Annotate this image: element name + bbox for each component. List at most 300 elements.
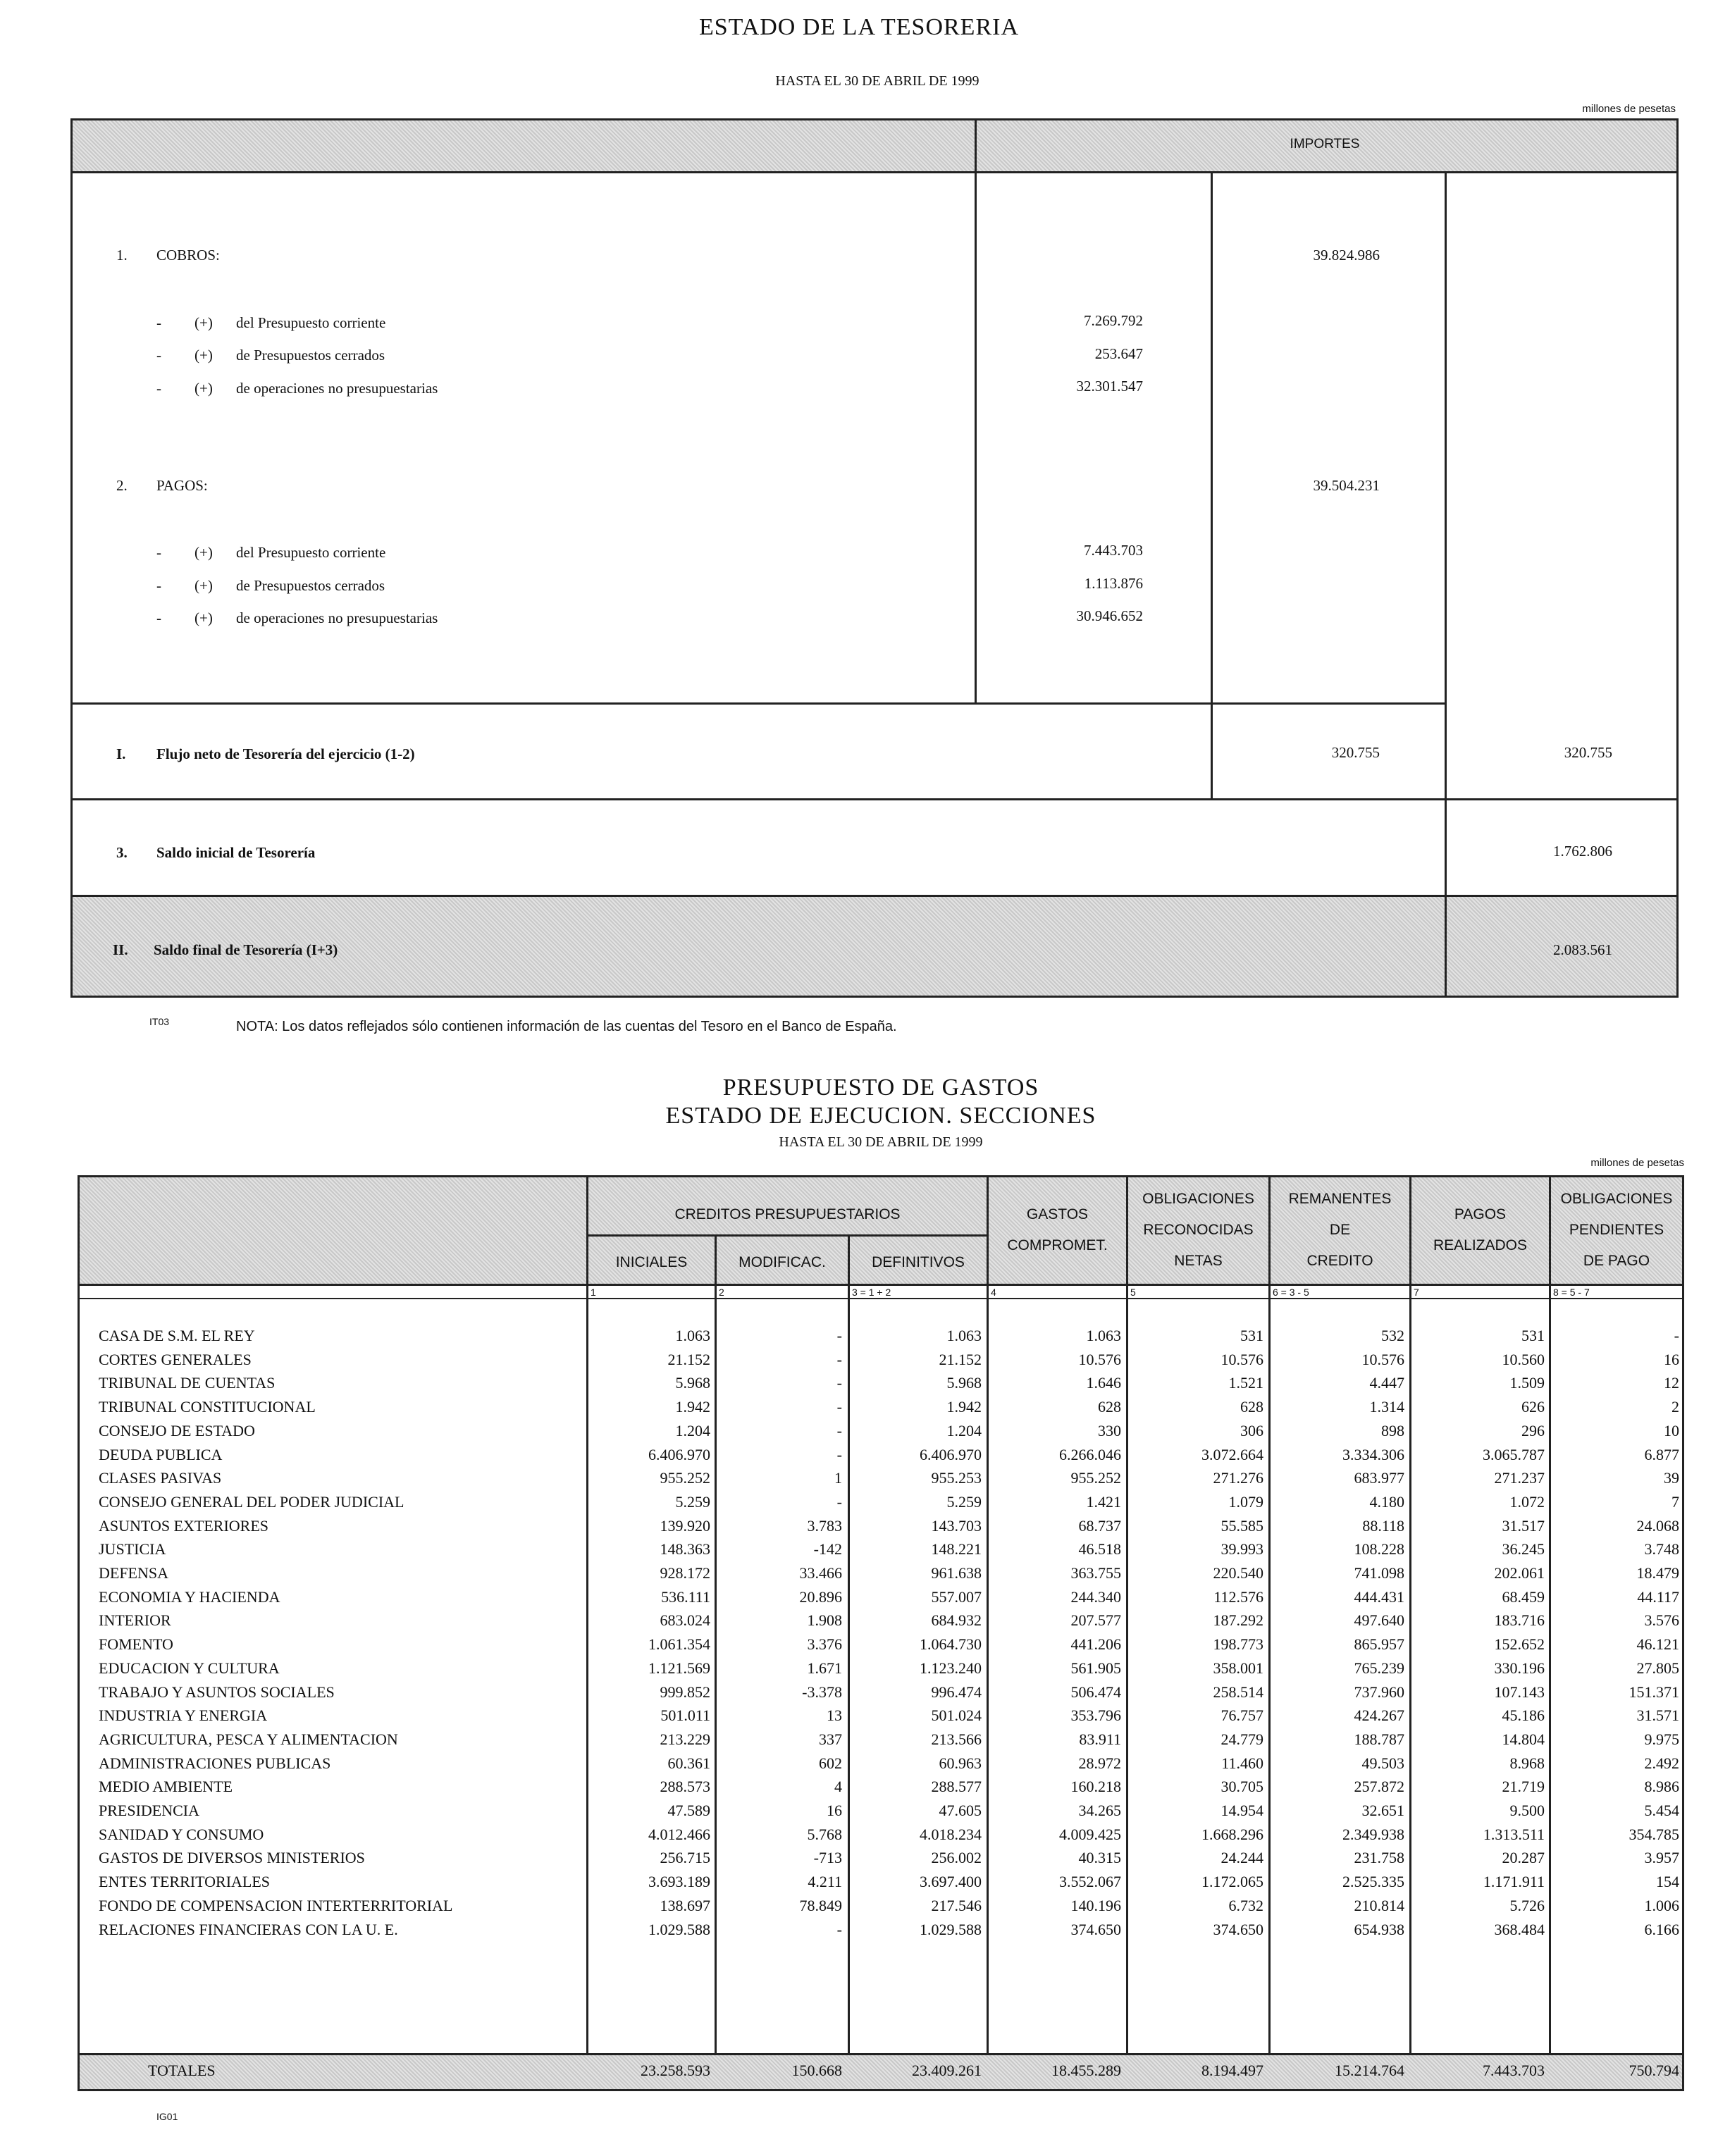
table-cell: 1.063 xyxy=(946,1327,982,1344)
table-cell: 353.796 xyxy=(1070,1706,1121,1725)
saldo-inicial-number: 3. xyxy=(116,844,128,861)
table-cell: 220.540 xyxy=(1213,1564,1263,1582)
table-cell: - xyxy=(836,1350,842,1368)
table-cell: - xyxy=(836,1920,842,1938)
table-row-label: ECONOMIA Y HACIENDA xyxy=(99,1587,280,1606)
table-cell: 2.525.335 xyxy=(1342,1873,1404,1891)
saldo-final-number: II. xyxy=(113,941,128,958)
table-cell: 39.993 xyxy=(1220,1540,1263,1559)
table-cell: 602 xyxy=(819,1754,842,1772)
pagos-item-dash: - xyxy=(156,609,161,626)
table-cell: 4.009.425 xyxy=(1059,1825,1121,1843)
table-row-label: CORTES GENERALES xyxy=(99,1350,252,1368)
table-cell: 46.518 xyxy=(1078,1540,1121,1559)
table-cell: 368.484 xyxy=(1494,1920,1545,1938)
table-cell: 244.340 xyxy=(1070,1587,1121,1606)
table-cell: -713 xyxy=(813,1849,842,1867)
pagos-total: 39.504.231 xyxy=(1313,477,1380,494)
table-cell: 3.957 xyxy=(1644,1849,1679,1867)
table-row-label: EDUCACION Y CULTURA xyxy=(99,1659,280,1677)
table-cell: 160.218 xyxy=(1070,1778,1121,1796)
table-cell: 152.652 xyxy=(1494,1635,1545,1654)
table-cell: 14.954 xyxy=(1220,1802,1263,1819)
table-cell: 20.896 xyxy=(799,1587,842,1606)
table-cell: 424.267 xyxy=(1354,1706,1404,1725)
table-cell: 288.577 xyxy=(931,1778,982,1796)
table-cell: 1.123.240 xyxy=(920,1659,982,1677)
table-row-label: MEDIO AMBIENTE xyxy=(99,1778,233,1796)
table-cell: 865.957 xyxy=(1354,1635,1404,1654)
table-cell: 6.266.046 xyxy=(1059,1445,1121,1463)
table-row-label: DEFENSA xyxy=(99,1564,169,1582)
table-row-label: GASTOS DE DIVERSOS MINISTERIOS xyxy=(99,1849,365,1867)
table-cell: 363.755 xyxy=(1070,1564,1121,1582)
table-row-label: FOMENTO xyxy=(99,1635,173,1654)
saldo-inicial-total: 1.762.806 xyxy=(1553,843,1612,860)
pagos-item-sign: (+) xyxy=(194,609,213,626)
table-cell: 737.960 xyxy=(1354,1683,1404,1701)
table-cell: 31.517 xyxy=(1502,1516,1545,1535)
table-row-label: SANIDAD Y CONSUMO xyxy=(99,1825,264,1843)
table-cell: 47.605 xyxy=(939,1802,982,1819)
table-cell: 151.371 xyxy=(1629,1683,1679,1701)
table-cell: 1.072 xyxy=(1509,1492,1545,1511)
cobros-item-sign: (+) xyxy=(194,347,213,364)
table-cell: 3.697.400 xyxy=(920,1873,982,1891)
table-cell: 210.814 xyxy=(1354,1896,1404,1914)
table-cell: 21.152 xyxy=(939,1350,982,1368)
table-row-label: TRABAJO Y ASUNTOS SOCIALES xyxy=(99,1683,335,1701)
table-cell: 183.716 xyxy=(1494,1611,1545,1630)
saldo-final-total: 2.083.561 xyxy=(1553,941,1612,958)
table-cell: 33.466 xyxy=(799,1564,842,1582)
table-cell: 78.849 xyxy=(799,1896,842,1914)
table-cell: 765.239 xyxy=(1354,1659,1404,1677)
column-number: 6 = 3 - 5 xyxy=(1273,1287,1309,1298)
header-gastos-1: GASTOS xyxy=(1026,1206,1089,1222)
totals-cell: 8.194.497 xyxy=(1201,2062,1263,2079)
table-cell: 561.905 xyxy=(1070,1659,1121,1677)
gastos-table xyxy=(78,1175,1684,2091)
tesoreria-units: millones de pesetas xyxy=(1582,103,1676,115)
table-cell: 6.732 xyxy=(1228,1896,1263,1914)
table-cell: 47.589 xyxy=(667,1802,710,1819)
table-cell: 5.259 xyxy=(946,1492,982,1511)
table-cell: 9.975 xyxy=(1644,1730,1679,1748)
table-cell: 4.018.234 xyxy=(920,1825,982,1843)
table-row-label: INTERIOR xyxy=(99,1611,171,1630)
table-cell: 217.546 xyxy=(931,1896,982,1914)
column-number: 5 xyxy=(1130,1287,1136,1298)
header-oblig-2: RECONOCIDAS xyxy=(1143,1222,1254,1238)
totals-cell: 18.455.289 xyxy=(1051,2062,1121,2079)
table-cell: 898 xyxy=(1381,1421,1404,1439)
column-number: 3 = 1 + 2 xyxy=(852,1287,891,1298)
table-cell: 68.737 xyxy=(1078,1516,1121,1535)
header-reman-3: CREDITO xyxy=(1306,1253,1373,1269)
table-cell: 536.111 xyxy=(661,1587,710,1606)
flujo-label: Flujo neto de Tesorería del ejercicio (1-2) xyxy=(156,745,415,762)
table-cell: 961.638 xyxy=(931,1564,982,1582)
cobros-item-dash: - xyxy=(156,380,161,397)
cobros-item-value: 32.301.547 xyxy=(1076,378,1143,395)
table-cell: 213.229 xyxy=(660,1730,710,1748)
table-cell: 10.576 xyxy=(1220,1350,1263,1368)
totals-cell: 23.409.261 xyxy=(912,2062,982,2079)
table-cell: 1.314 xyxy=(1369,1398,1404,1416)
table-cell: 374.650 xyxy=(1070,1920,1121,1938)
table-cell: 55.585 xyxy=(1220,1516,1263,1535)
table-row-label: AGRICULTURA, PESCA Y ALIMENTACION xyxy=(99,1730,398,1748)
table-cell: 1.421 xyxy=(1086,1492,1121,1511)
table-cell: 30.705 xyxy=(1220,1778,1263,1796)
table-cell: 955.252 xyxy=(660,1469,710,1487)
totals-cell: 7.443.703 xyxy=(1483,2062,1545,2079)
table-cell: 27.805 xyxy=(1636,1659,1679,1677)
header-modificac: MODIFICAC. xyxy=(739,1254,826,1270)
table-row-label: ASUNTOS EXTERIORES xyxy=(99,1516,269,1535)
table-cell: 1.061.354 xyxy=(648,1635,710,1654)
pagos-item-value: 30.946.652 xyxy=(1076,607,1143,624)
table-cell: 138.697 xyxy=(660,1896,710,1914)
column-number: 4 xyxy=(991,1287,996,1298)
table-cell: 1.942 xyxy=(675,1398,710,1416)
pagos-item-value: 1.113.876 xyxy=(1084,575,1143,592)
header-gastos-2: COMPROMET. xyxy=(1007,1237,1108,1253)
table-cell: 24.244 xyxy=(1220,1849,1263,1867)
gastos-units: millones de pesetas xyxy=(1590,1157,1684,1169)
table-cell: 1.006 xyxy=(1644,1896,1679,1914)
table-cell: 49.503 xyxy=(1361,1754,1404,1772)
flujo-total: 320.755 xyxy=(1564,744,1612,761)
table-row-label: FONDO DE COMPENSACION INTERTERRITORIAL xyxy=(99,1896,453,1914)
table-cell: 358.001 xyxy=(1213,1659,1263,1677)
table-cell: 996.474 xyxy=(931,1683,982,1701)
table-cell: 6.877 xyxy=(1644,1445,1679,1463)
cobros-label: COBROS: xyxy=(156,247,220,264)
table-cell: 21.719 xyxy=(1502,1778,1545,1796)
header-creditos: CREDITOS PRESUPUESTARIOS xyxy=(674,1206,901,1222)
table-cell: 256.002 xyxy=(931,1849,982,1867)
table-row-label: DEUDA PUBLICA xyxy=(99,1445,223,1463)
table-cell: 4 xyxy=(834,1778,842,1796)
table-cell: 628 xyxy=(1240,1398,1263,1416)
table-cell: 4.012.466 xyxy=(648,1825,710,1843)
table-cell: 1.646 xyxy=(1086,1374,1121,1392)
table-cell: 10.576 xyxy=(1078,1350,1121,1368)
table-cell: 1.204 xyxy=(675,1421,710,1439)
table-cell: 1.313.511 xyxy=(1483,1825,1545,1843)
table-cell: 296 xyxy=(1521,1421,1545,1439)
importes-header: IMPORTES xyxy=(1290,137,1360,151)
table-cell: 24.068 xyxy=(1636,1516,1679,1535)
table-cell: 1.172.065 xyxy=(1201,1873,1263,1891)
table-cell: 1.029.588 xyxy=(648,1920,710,1938)
table-cell: 955.253 xyxy=(931,1469,982,1487)
table-cell: 83.911 xyxy=(1079,1730,1121,1748)
flujo-number: I. xyxy=(116,745,126,762)
table-cell: 5.454 xyxy=(1644,1802,1679,1819)
table-cell: 60.963 xyxy=(939,1754,982,1772)
table-cell: -3.378 xyxy=(802,1683,842,1701)
table-cell: 88.118 xyxy=(1362,1516,1404,1535)
table-cell: 202.061 xyxy=(1494,1564,1545,1582)
table-cell: 10.560 xyxy=(1502,1350,1545,1368)
table-cell: 4.180 xyxy=(1369,1492,1404,1511)
table-cell: 40.315 xyxy=(1078,1849,1121,1867)
table-cell: 16 xyxy=(1664,1350,1679,1368)
table-cell: 3.783 xyxy=(807,1516,842,1535)
cobros-item-sign: (+) xyxy=(194,380,213,397)
table-cell: 374.650 xyxy=(1213,1920,1263,1938)
table-cell: 34.265 xyxy=(1078,1802,1121,1819)
cobros-item-label: de operaciones no presupuestarias xyxy=(236,380,438,397)
table-cell: 3.552.067 xyxy=(1059,1873,1121,1891)
cobros-item-dash: - xyxy=(156,347,161,364)
table-cell: - xyxy=(836,1398,842,1416)
table-cell: 5.968 xyxy=(946,1374,982,1392)
table-cell: 12 xyxy=(1664,1374,1679,1392)
table-cell: 288.573 xyxy=(660,1778,710,1796)
table-cell: 1.509 xyxy=(1509,1374,1545,1392)
table-row-label: CASA DE S.M. EL REY xyxy=(99,1327,255,1344)
table-cell: 999.852 xyxy=(660,1683,710,1701)
table-cell: 6.406.970 xyxy=(920,1445,982,1463)
column-number: 7 xyxy=(1414,1287,1419,1298)
cobros-total: 39.824.986 xyxy=(1313,247,1380,264)
table-cell: 258.514 xyxy=(1213,1683,1263,1701)
gastos-title-1: PRESUPUESTO DE GASTOS xyxy=(722,1074,1039,1101)
table-cell: 1.908 xyxy=(807,1611,842,1630)
table-row-label: INDUSTRIA Y ENERGIA xyxy=(99,1706,268,1725)
table-cell: - xyxy=(836,1374,842,1392)
table-cell: 139.920 xyxy=(660,1516,710,1535)
table-cell: 39 xyxy=(1664,1469,1679,1487)
pagos-item-value: 7.443.703 xyxy=(1084,542,1143,559)
header-reman-1: REMANENTES xyxy=(1288,1191,1392,1207)
table-cell: 5.259 xyxy=(675,1492,710,1511)
table-cell: 8.968 xyxy=(1509,1754,1545,1772)
table-cell: 955.252 xyxy=(1070,1469,1121,1487)
table-cell: 330 xyxy=(1098,1421,1121,1439)
header-iniciales: INICIALES xyxy=(615,1254,688,1270)
table-cell: 256.715 xyxy=(660,1849,710,1867)
table-row-label: ADMINISTRACIONES PUBLICAS xyxy=(99,1754,331,1772)
table-cell: 8.986 xyxy=(1644,1778,1679,1796)
table-cell: 1.204 xyxy=(946,1421,982,1439)
table-row-label: JUSTICIA xyxy=(99,1540,166,1559)
table-cell: 1.063 xyxy=(675,1327,710,1344)
table-cell: 441.206 xyxy=(1070,1635,1121,1654)
column-number: 2 xyxy=(719,1287,724,1298)
header-oblig-3: NETAS xyxy=(1174,1253,1223,1269)
pagos-item-sign: (+) xyxy=(194,577,213,594)
table-cell: 24.779 xyxy=(1220,1730,1263,1748)
table-cell: 187.292 xyxy=(1213,1611,1263,1630)
table-cell: 271.276 xyxy=(1213,1469,1263,1487)
table-cell: 21.152 xyxy=(667,1350,710,1368)
table-cell: 306 xyxy=(1240,1421,1263,1439)
table-cell: 7 xyxy=(1671,1492,1679,1511)
table-cell: 628 xyxy=(1098,1398,1121,1416)
cobros-item-sign: (+) xyxy=(194,314,213,331)
table-row-label: ENTES TERRITORIALES xyxy=(99,1873,271,1891)
table-cell: -142 xyxy=(813,1540,842,1559)
table-cell: 112.576 xyxy=(1213,1587,1263,1606)
table-cell: 337 xyxy=(819,1730,842,1748)
pagos-item-sign: (+) xyxy=(194,544,213,561)
tesoreria-title: ESTADO DE LA TESORERIA xyxy=(698,14,1020,40)
table-cell: 557.007 xyxy=(931,1587,982,1606)
table-cell: 1.942 xyxy=(946,1398,982,1416)
table-cell: 531 xyxy=(1521,1327,1545,1344)
cobros-item-value: 253.647 xyxy=(1094,345,1143,362)
cobros-item-dash: - xyxy=(156,314,161,331)
table-cell: 654.938 xyxy=(1354,1920,1404,1938)
table-cell: 1.064.730 xyxy=(920,1635,982,1654)
table-cell: 5.968 xyxy=(675,1374,710,1392)
table-cell: 2.492 xyxy=(1644,1754,1679,1772)
tesoreria-subtitle: HASTA EL 30 DE ABRIL DE 1999 xyxy=(775,73,979,89)
table-cell: 5.726 xyxy=(1509,1896,1545,1914)
table-row-label: CLASES PASIVAS xyxy=(99,1469,222,1487)
table-cell: 36.245 xyxy=(1502,1540,1545,1559)
pagos-item-label: de Presupuestos cerrados xyxy=(236,577,385,594)
pagos-item-dash: - xyxy=(156,577,161,594)
pagos-item-label: de operaciones no presupuestarias xyxy=(236,609,438,626)
table-cell: 1.079 xyxy=(1228,1492,1263,1511)
table-cell: 32.651 xyxy=(1361,1802,1404,1819)
table-cell: 9.500 xyxy=(1509,1802,1545,1819)
column-number: 8 = 5 - 7 xyxy=(1553,1287,1590,1298)
table-cell: 501.011 xyxy=(660,1706,710,1725)
table-cell: 44.117 xyxy=(1637,1587,1679,1606)
table-cell: 532 xyxy=(1381,1327,1404,1344)
table-cell: 1.029.588 xyxy=(920,1920,982,1938)
pagos-item-dash: - xyxy=(156,544,161,561)
table-cell: 683.977 xyxy=(1354,1469,1404,1487)
column-number: 1 xyxy=(591,1287,596,1298)
table-cell: 207.577 xyxy=(1070,1611,1121,1630)
table-cell: 4.447 xyxy=(1369,1374,1404,1392)
tesoreria-note: NOTA: Los datos reflejados sólo contienen información de las cuentas del Tesoro en el Banco de España. xyxy=(236,1019,897,1034)
table-cell: 18.479 xyxy=(1636,1564,1679,1582)
table-cell: 14.804 xyxy=(1502,1730,1545,1748)
table-cell: 11.460 xyxy=(1221,1754,1263,1772)
table-cell: 531 xyxy=(1240,1327,1263,1344)
table-cell: 46.121 xyxy=(1636,1635,1679,1654)
table-row-label: PRESIDENCIA xyxy=(99,1802,200,1819)
table-cell: 3.334.306 xyxy=(1342,1445,1404,1463)
table-cell: 928.172 xyxy=(660,1564,710,1582)
table-cell: 497.640 xyxy=(1354,1611,1404,1630)
totals-cell: 150.668 xyxy=(791,2062,842,2079)
table-cell: 154 xyxy=(1656,1873,1679,1891)
table-cell: 60.361 xyxy=(667,1754,710,1772)
table-cell: 28.972 xyxy=(1078,1754,1121,1772)
table-row-label: TRIBUNAL CONSTITUCIONAL xyxy=(99,1398,316,1416)
table-cell: 271.237 xyxy=(1494,1469,1545,1487)
totals-label: TOTALES xyxy=(148,2062,216,2079)
header-pend-2: PENDIENTES xyxy=(1569,1222,1664,1238)
cobros-item-label: del Presupuesto corriente xyxy=(236,314,386,331)
table-cell: 1.063 xyxy=(1086,1327,1121,1344)
table-cell: 16 xyxy=(827,1802,842,1819)
table-cell: 45.186 xyxy=(1502,1706,1545,1725)
header-pagos-1: PAGOS xyxy=(1454,1206,1507,1222)
saldo-final-label: Saldo final de Tesorería (I+3) xyxy=(154,941,338,958)
table-cell: 198.773 xyxy=(1213,1635,1263,1654)
header-definitivos: DEFINITIVOS xyxy=(872,1254,965,1270)
gastos-subtitle: HASTA EL 30 DE ABRIL DE 1999 xyxy=(779,1134,983,1150)
table-cell: 20.287 xyxy=(1502,1849,1545,1867)
cobros-number: 1. xyxy=(116,247,128,264)
table-cell: 3.576 xyxy=(1644,1611,1679,1630)
table-cell: 140.196 xyxy=(1070,1896,1121,1914)
header-oblig-1: OBLIGACIONES xyxy=(1142,1191,1254,1207)
table-cell: 444.431 xyxy=(1354,1587,1404,1606)
table-cell: 683.024 xyxy=(660,1611,710,1630)
pagos-item-label: del Presupuesto corriente xyxy=(236,544,386,561)
table-cell: 76.757 xyxy=(1220,1706,1263,1725)
table-row-label: TRIBUNAL DE CUENTAS xyxy=(99,1374,276,1392)
table-cell: 1.121.569 xyxy=(648,1659,710,1677)
cobros-item-value: 7.269.792 xyxy=(1084,312,1143,329)
table-row-label: CONSEJO DE ESTADO xyxy=(99,1421,255,1439)
header-pend-3: DE PAGO xyxy=(1583,1253,1650,1269)
saldo-inicial-label: Saldo inicial de Tesorería xyxy=(156,844,316,861)
table-cell: 148.363 xyxy=(660,1540,710,1559)
table-cell: - xyxy=(836,1421,842,1439)
table-cell: 148.221 xyxy=(931,1540,982,1559)
table-cell: 741.098 xyxy=(1354,1564,1404,1582)
table-cell: 68.459 xyxy=(1502,1587,1545,1606)
table-cell: 143.703 xyxy=(931,1516,982,1535)
table-cell: 330.196 xyxy=(1494,1659,1545,1677)
table-cell: 2.349.938 xyxy=(1342,1825,1404,1843)
gastos-code: IG01 xyxy=(156,2111,178,2122)
table-cell: 3.376 xyxy=(807,1635,842,1654)
table-cell: 1.671 xyxy=(807,1659,842,1677)
table-cell: 31.571 xyxy=(1636,1706,1679,1725)
table-cell: - xyxy=(836,1327,842,1344)
totals-cell: 15.214.764 xyxy=(1335,2062,1404,2079)
table-row-label: RELACIONES FINANCIERAS CON LA U. E. xyxy=(99,1920,398,1938)
table-cell: 1 xyxy=(834,1469,842,1487)
header-pagos-2: REALIZADOS xyxy=(1433,1237,1528,1253)
table-cell: 107.143 xyxy=(1494,1683,1545,1701)
cobros-item-label: de Presupuestos cerrados xyxy=(236,347,385,364)
table-cell: 10 xyxy=(1664,1421,1679,1439)
table-cell: 257.872 xyxy=(1354,1778,1404,1796)
table-cell: 3.748 xyxy=(1644,1540,1679,1559)
table-cell: 3.072.664 xyxy=(1201,1445,1263,1463)
table-cell: 354.785 xyxy=(1629,1825,1679,1843)
table-cell: 506.474 xyxy=(1070,1683,1121,1701)
table-cell: 3.693.189 xyxy=(648,1873,710,1891)
table-cell: 1.668.296 xyxy=(1201,1825,1263,1843)
table-cell: 231.758 xyxy=(1354,1849,1404,1867)
pagos-number: 2. xyxy=(116,477,128,494)
tesoreria-code: IT03 xyxy=(149,1016,170,1027)
table-cell: 684.932 xyxy=(931,1611,982,1630)
table-cell: 13 xyxy=(827,1706,842,1725)
table-cell: 626 xyxy=(1521,1398,1545,1416)
table-cell: 188.787 xyxy=(1354,1730,1404,1748)
table-cell: 108.228 xyxy=(1354,1540,1404,1559)
totals-cell: 23.258.593 xyxy=(641,2062,710,2079)
table-cell: 6.406.970 xyxy=(648,1445,710,1463)
